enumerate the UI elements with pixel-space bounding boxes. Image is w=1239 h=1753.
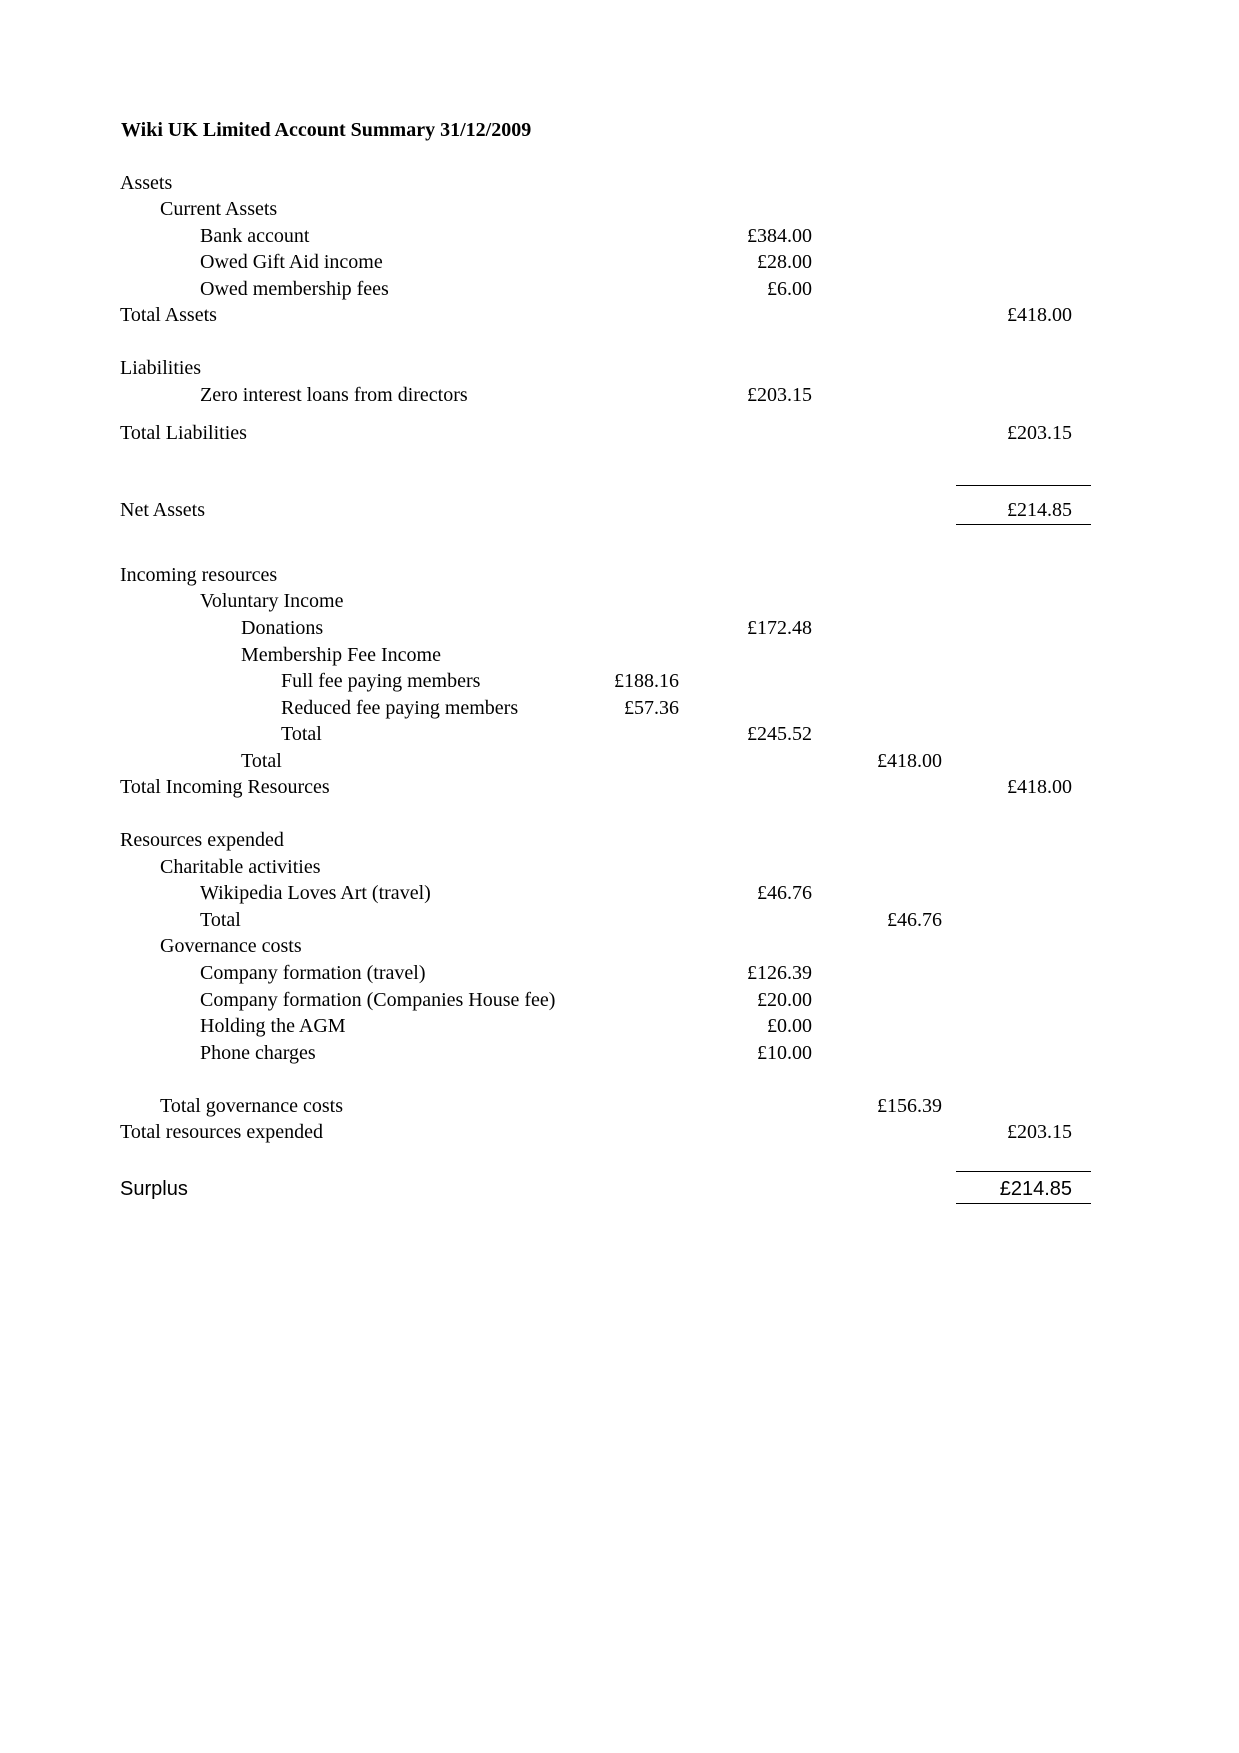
net-assets-label: Net Assets	[120, 499, 205, 521]
full-fee-amount: £188.16	[614, 670, 679, 692]
surplus-label: Surplus	[120, 1178, 188, 1200]
current-assets-heading: Current Assets	[160, 198, 278, 220]
donations-amount: £172.48	[747, 617, 812, 639]
liabilities-heading: Liabilities	[120, 357, 202, 379]
governance-item-amount: £20.00	[757, 989, 812, 1011]
liability-item-amount: £203.15	[747, 384, 812, 406]
total-liabilities-amount: £203.15	[1007, 422, 1072, 444]
reduced-fee-label: Reduced fee paying members	[281, 697, 519, 719]
voluntary-income-heading: Voluntary Income	[200, 590, 344, 612]
governance-costs-heading: Governance costs	[160, 935, 302, 957]
incoming-resources-heading: Incoming resources	[120, 564, 278, 586]
membership-total-label: Total	[281, 723, 322, 745]
asset-item-label: Bank account	[200, 225, 310, 247]
asset-item-amount: £28.00	[757, 251, 812, 273]
surplus-bottom-rule	[956, 1203, 1091, 1204]
governance-item-label: Company formation (travel)	[200, 962, 426, 984]
donations-label: Donations	[241, 617, 324, 639]
asset-item-amount: £384.00	[747, 225, 812, 247]
charitable-item-label: Wikipedia Loves Art (travel)	[200, 882, 431, 904]
governance-item-amount: £10.00	[757, 1042, 812, 1064]
surplus-amount: £214.85	[999, 1178, 1072, 1200]
reduced-fee-amount: £57.36	[624, 697, 679, 719]
total-assets-amount: £418.00	[1007, 304, 1072, 326]
governance-item-label: Company formation (Companies House fee)	[200, 989, 556, 1011]
membership-fee-heading: Membership Fee Income	[241, 644, 441, 666]
voluntary-total-amount: £418.00	[877, 750, 942, 772]
voluntary-total-label: Total	[241, 750, 282, 772]
asset-item-amount: £6.00	[767, 278, 812, 300]
governance-item-label: Holding the AGM	[200, 1015, 346, 1037]
membership-total-amount: £245.52	[747, 723, 812, 745]
total-expended-label: Total resources expended	[120, 1121, 323, 1143]
charitable-total-amount: £46.76	[887, 909, 942, 931]
governance-total-amount: £156.39	[877, 1095, 942, 1117]
asset-item-label: Owed Gift Aid income	[200, 251, 383, 273]
liability-item-label: Zero interest loans from directors	[200, 384, 468, 406]
resources-expended-heading: Resources expended	[120, 829, 284, 851]
net-assets-bottom-rule	[956, 524, 1091, 525]
full-fee-label: Full fee paying members	[281, 670, 481, 692]
total-incoming-label: Total Incoming Resources	[120, 776, 330, 798]
total-liabilities-label: Total Liabilities	[120, 422, 247, 444]
surplus-top-rule	[956, 1171, 1091, 1172]
assets-heading: Assets	[120, 172, 173, 194]
total-expended-amount: £203.15	[1007, 1121, 1072, 1143]
charitable-activities-heading: Charitable activities	[160, 856, 321, 878]
document-title: Wiki UK Limited Account Summary 31/12/2009	[121, 119, 532, 141]
governance-item-label: Phone charges	[200, 1042, 316, 1064]
asset-item-label: Owed membership fees	[200, 278, 389, 300]
governance-total-label: Total governance costs	[160, 1095, 343, 1117]
governance-item-amount: £0.00	[767, 1015, 812, 1037]
governance-item-amount: £126.39	[747, 962, 812, 984]
total-incoming-amount: £418.00	[1007, 776, 1072, 798]
net-assets-amount: £214.85	[1007, 499, 1072, 521]
total-assets-label: Total Assets	[120, 304, 217, 326]
net-assets-top-rule	[956, 485, 1091, 486]
charitable-item-amount: £46.76	[757, 882, 812, 904]
charitable-total-label: Total	[200, 909, 241, 931]
